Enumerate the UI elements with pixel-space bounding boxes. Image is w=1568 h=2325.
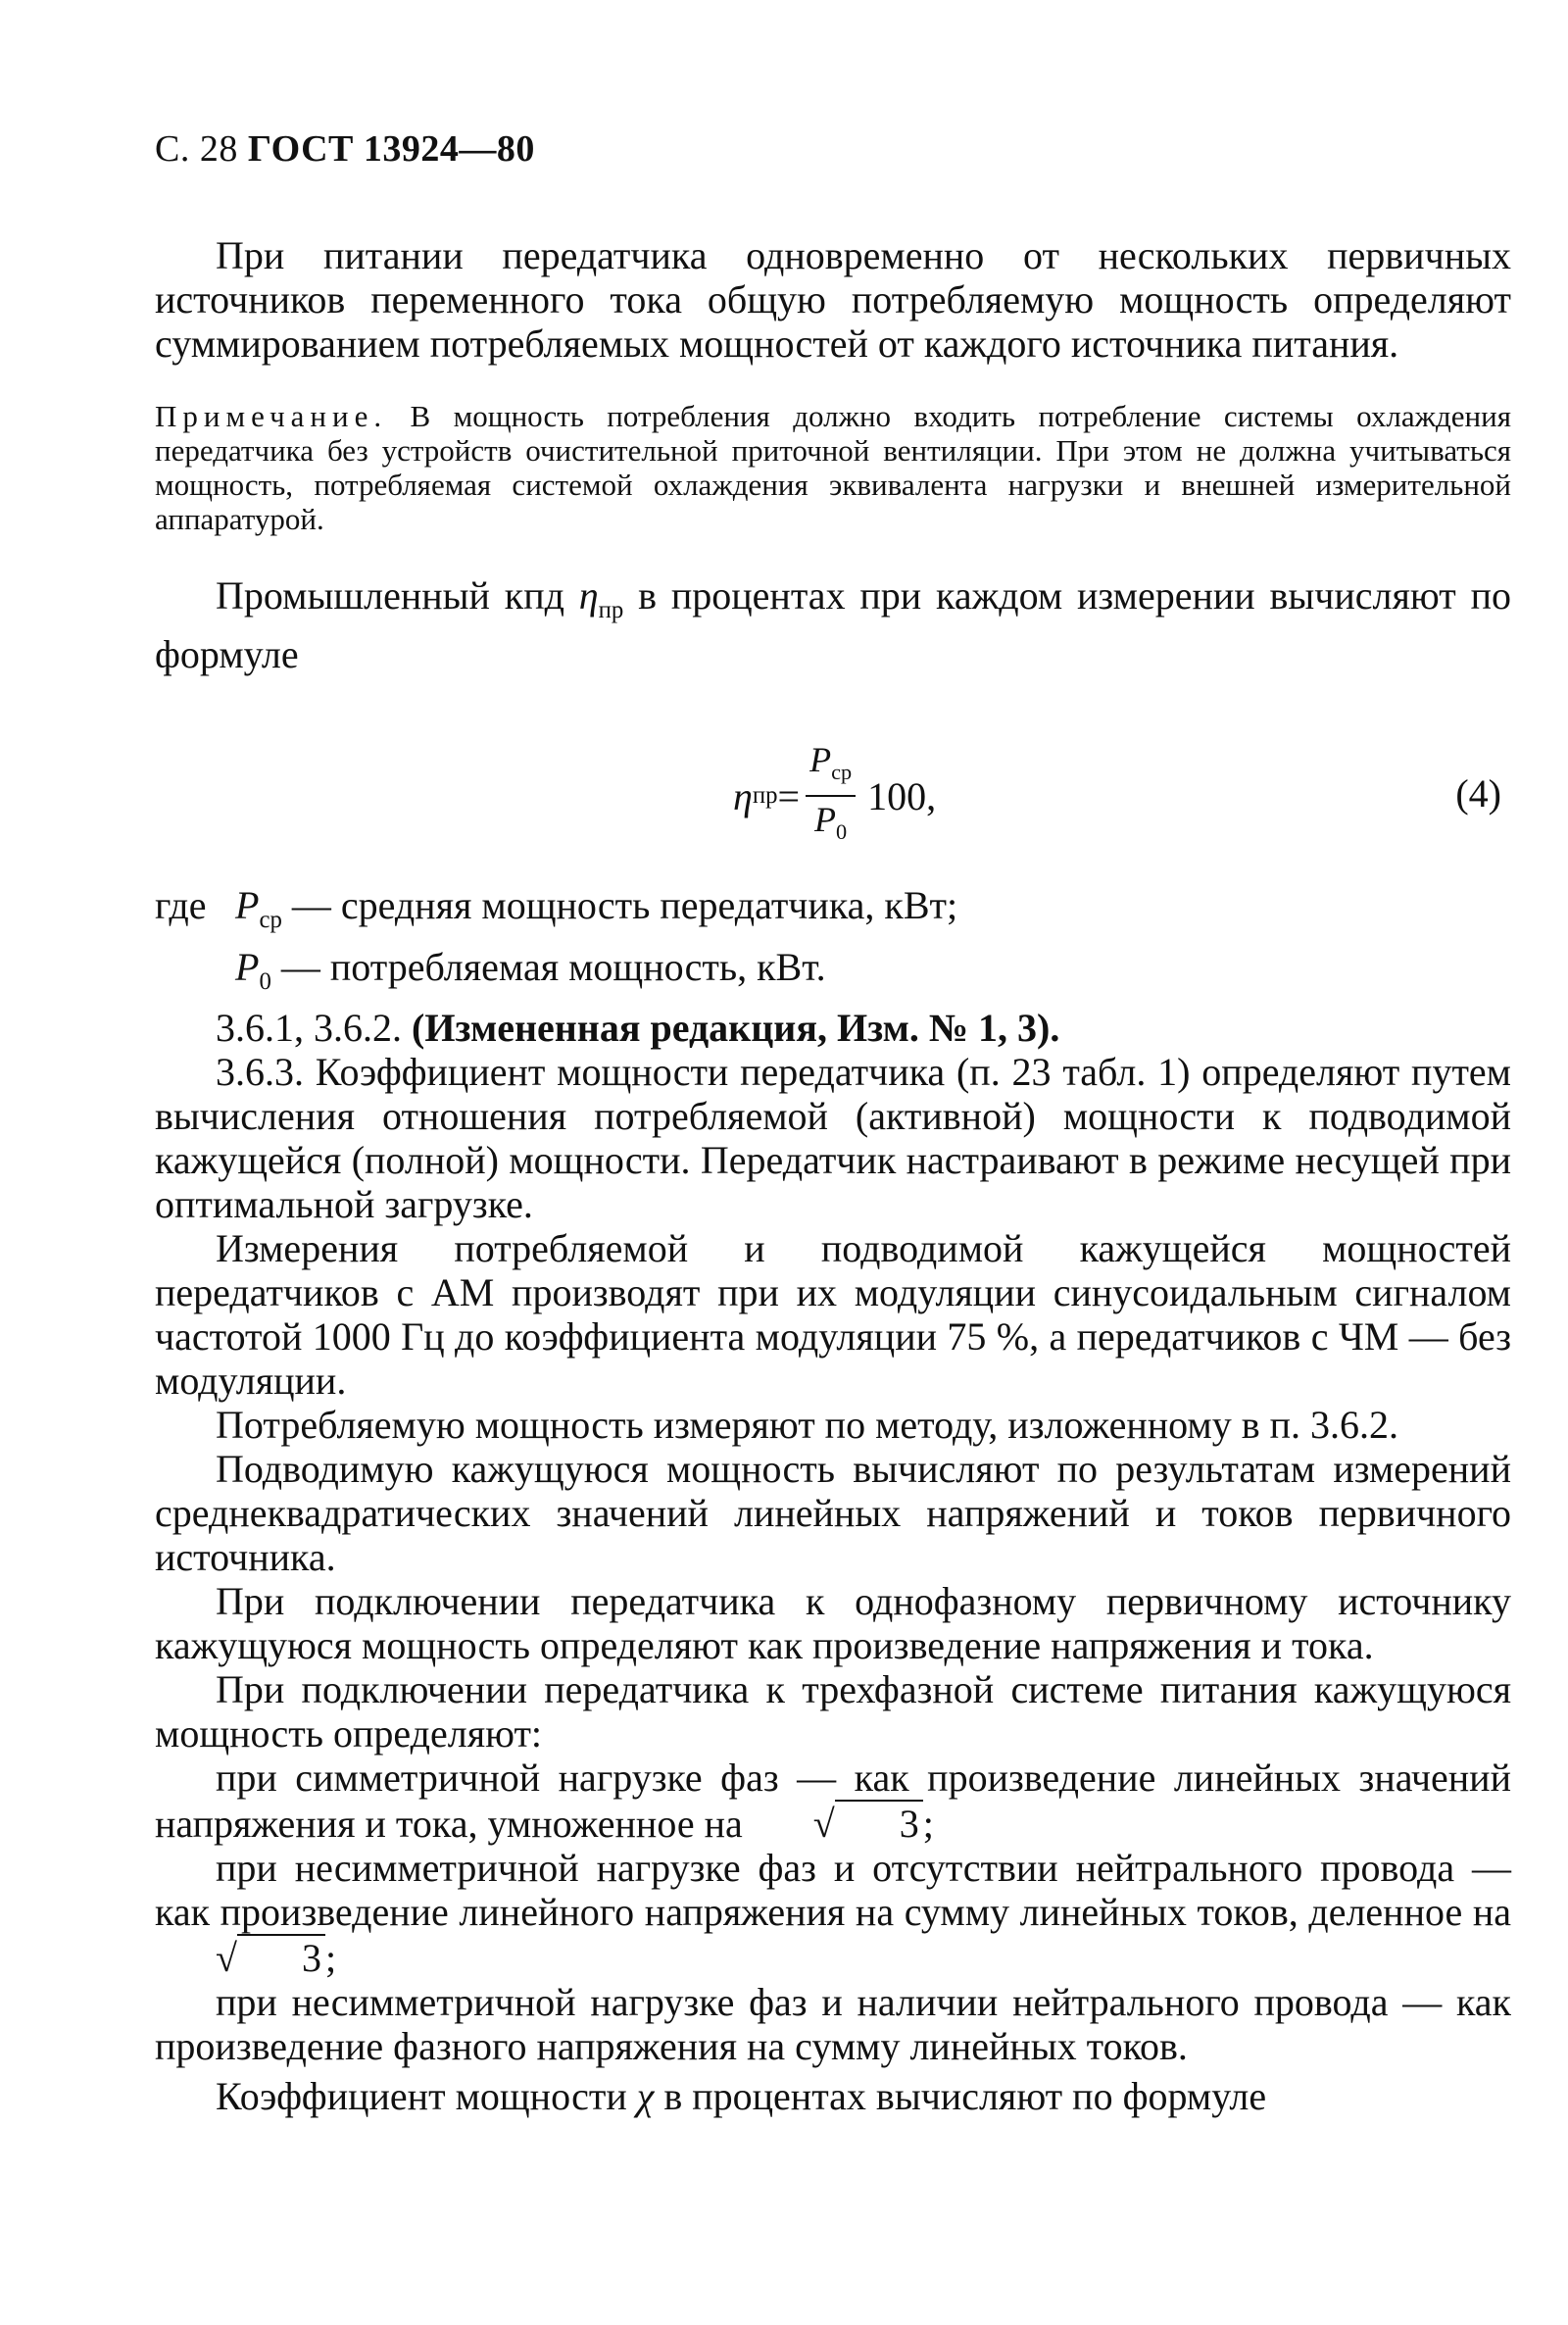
eta-subscript: пр xyxy=(598,597,624,623)
formula-number: (4) xyxy=(1455,771,1501,816)
asymmetric-text: при несимметричной нагрузке фаз и отсутствии нейтрального провода — как произведение линейного напряжения на сумму линейных токов, деленное на xyxy=(155,1846,1511,1934)
amendment-text: (Измененная редакция, Изм. № 1, 3). xyxy=(412,1006,1060,1050)
eta-symbol: η xyxy=(578,573,599,618)
symmetric-text: при симметричной нагрузке фаз — как произведение линейных значений напряжения и тока, умноженное на xyxy=(155,1756,1511,1846)
sqrt-symbol: √ 3 xyxy=(753,1800,923,1846)
sqrt-symbol: √ 3 xyxy=(155,1934,325,1980)
formula-legend xyxy=(155,882,1511,1006)
legend-symbol: P xyxy=(235,883,260,927)
paragraph-power-sources: При питании передатчика одновременно от нескольких первичных источников переменного тока общую потребляемую мощность определяют суммированием потребляемых мощностей от каждого источника питания. xyxy=(155,233,1511,366)
formula-lhs: η xyxy=(733,773,753,818)
paragraph-symmetric xyxy=(155,1756,1511,1846)
paragraph-3-6-3: 3.6.3. Коэффициент мощности передатчика (п. 23 табл. 1) определяют путем вычисления отношения потребляемой (активной) мощности к подводимой кажущейся (полной) мощности. Передатчик настраивают в режиме несущей при оптимальной загрузке. xyxy=(155,1050,1511,1226)
paragraph-three-phase: При подключении передатчика к трехфазной системе питания кажущуюся мощность определяют: xyxy=(155,1667,1511,1756)
power-factor-text-b: в процентах вычисляют по формуле xyxy=(654,2074,1267,2118)
legend-text: — средняя мощность передатчика, кВт; xyxy=(281,883,958,927)
paragraph-asymmetric-neutral: при несимметричной нагрузке фаз и наличии нейтрального провода — как произведение фазного напряжения на сумму линейных токов. xyxy=(155,1980,1511,2068)
symmetric-end: ; xyxy=(922,1802,934,1846)
paragraph-single-phase: При подключении передатчика к однофазному первичному источнику кажущуюся мощность определяют как произведение напряжения и тока. xyxy=(155,1579,1511,1667)
formula-factor: 100, xyxy=(867,773,937,818)
asymmetric-end: ; xyxy=(324,1936,337,1980)
paragraph-asymmetric-no-neutral xyxy=(155,1846,1511,1980)
amendment-number: 3.6.1, 3.6.2. xyxy=(216,1006,412,1050)
legend-sub: ср xyxy=(259,907,282,933)
denominator-symbol: P xyxy=(814,800,837,840)
legend-sub: 0 xyxy=(259,968,271,995)
efficiency-text-b: в процентах при каждом измерении вычисляют по формуле xyxy=(155,573,1511,676)
note-label: Примечание. xyxy=(155,399,388,433)
legend-symbol: P xyxy=(235,945,260,989)
legend-row xyxy=(155,882,1511,944)
legend-row xyxy=(155,944,1511,1006)
sqrt-radicand: 3 xyxy=(237,1934,325,1980)
note-text: В мощность потребления должно входить потребление системы охлаждения передатчика без устройств очистительной приточной вентиляции. При этом не должна учитываться мощность, потребляемая системой охлаждения эквивалента нагрузки и внешней измерительной аппаратурой. xyxy=(155,399,1511,536)
legend-where: где xyxy=(155,883,207,927)
paragraph-consumed-power: Потребляемую мощность измеряют по методу, изложенному в п. 3.6.2. xyxy=(216,1403,1398,1447)
formula-equals: = xyxy=(777,773,801,818)
numerator-symbol: P xyxy=(809,740,832,779)
chi-symbol: χ xyxy=(636,2074,655,2118)
legend-text: — потребляемая мощность, кВт. xyxy=(270,945,826,989)
formula-4 xyxy=(155,725,1511,853)
standard-title: ГОСТ 13924—80 xyxy=(247,128,535,170)
sqrt-radicand: 3 xyxy=(835,1800,923,1846)
power-factor-text-a: Коэффициент мощности xyxy=(216,2074,637,2118)
formula-expression xyxy=(733,739,936,853)
efficiency-text-a: Промышленный кпд xyxy=(216,573,579,618)
numerator-sub: ср xyxy=(831,760,853,785)
formula-lhs-sub: пр xyxy=(752,782,778,810)
denominator-sub: 0 xyxy=(836,819,848,845)
paragraph-apparent-power: Подводимую кажущуюся мощность вычисляют по результатам измерений среднеквадратических значений линейных напряжений и токов первичного источника. xyxy=(155,1447,1511,1579)
paragraph-power-factor xyxy=(155,2074,1511,2118)
fraction-numerator xyxy=(806,739,856,797)
page-header xyxy=(155,127,1511,171)
formula-fraction xyxy=(806,739,856,853)
paragraph-measurements: Измерения потребляемой и подводимой кажущейся мощностей передатчиков с АМ производят при их модуляции синусоидальным сигналом частотой 1000 Гц до коэффициента модуляции 75 %, а передатчиков с ЧМ — без модуляции. xyxy=(155,1226,1511,1403)
fraction-denominator xyxy=(814,797,847,853)
paragraph-amendment xyxy=(155,1006,1511,1050)
note-block xyxy=(155,399,1511,536)
page-label: С. 28 xyxy=(155,128,238,170)
paragraph-efficiency xyxy=(155,573,1511,676)
